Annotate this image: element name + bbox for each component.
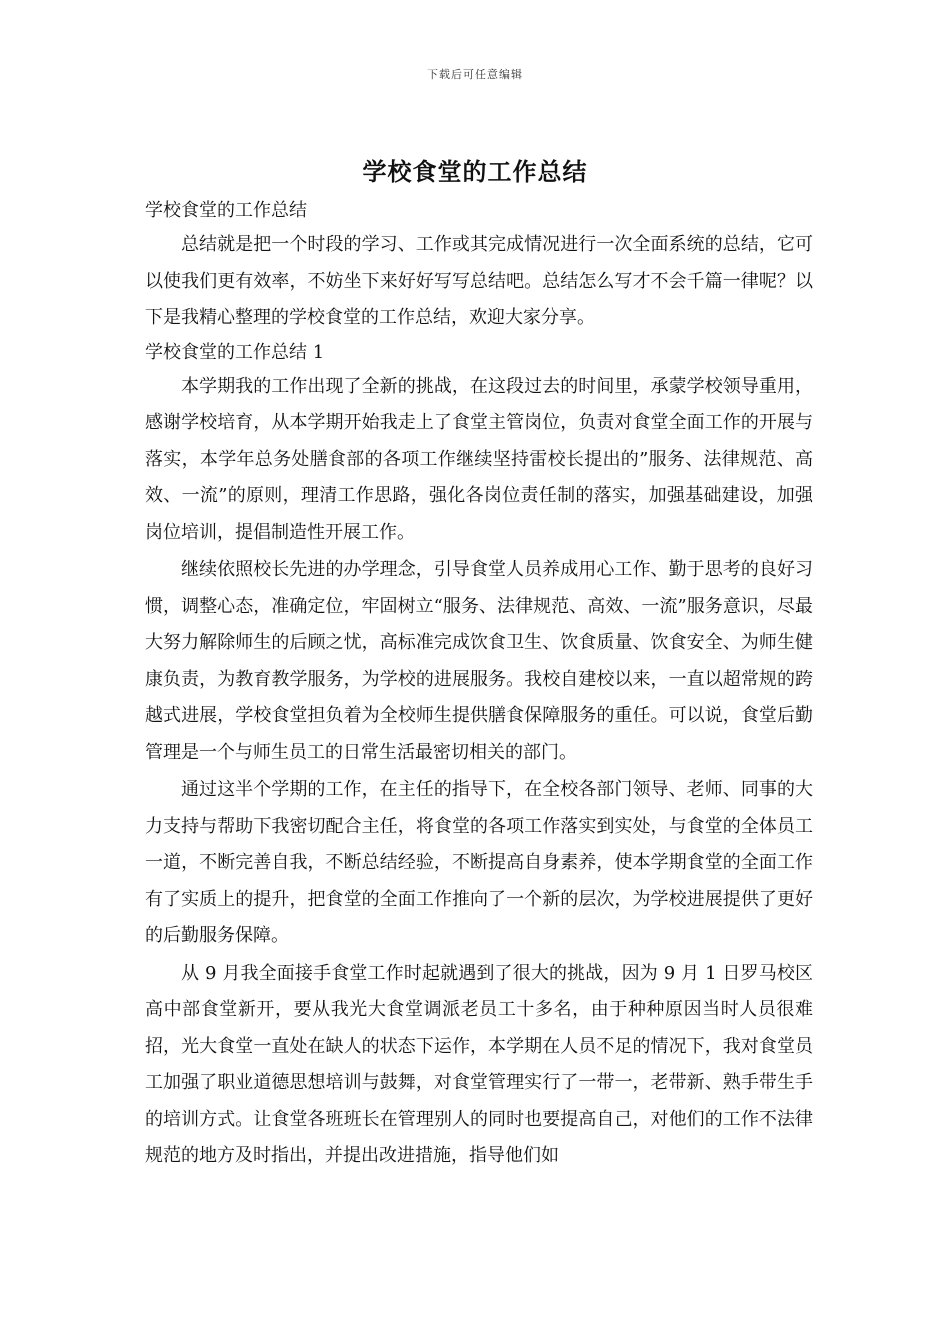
section-heading: 学校食堂的工作总结 1 [145,341,325,363]
intro-paragraph: 总结就是把一个时段的学习、工作或其完成情况进行一次全面系统的总结，它可以使我们更有效率，不妨坐下来好好写写总结吧。总结怎么写才不会千篇一律呢？以下是我精心整理的学校食堂的工作总结，欢迎大家分享。 [145,234,813,328]
body-paragraph-2: 继续依照校长先进的办学理念，引导食堂人员养成用心工作、勤于思考的良好习惯，调整心态，准确定位，牢固树立“服务、法律规范、高效、一流”服务意识，尽最大努力解除师生的后顾之忧，高标准完成饮食卫生、饮食质量、饮食安全、为师生健康负责，为教育教学服务，为学校的进展服务。我校自建校以来，一直以超常规的跨越式进展，学校食堂担负着为全校师生提供膳食保障服务的重任。可以说，食堂后勤管理是一个与师生员工的日常生活最密切相关的部门。 [145,559,813,763]
body-paragraph-1: 本学期我的工作出现了全新的挑战，在这段过去的时间里，承蒙学校领导重用，感谢学校培育，从本学期开始我走上了食堂主管岗位，负责对食堂全面工作的开展与落实，本学年总务处膳食部的各项工作继续坚持雷校长提出的”服务、法律规范、高效、一流”的原则，理清工作思路，强化各岗位责任制的落实，加强基础建设，加强岗位培训，提倡制造性开展工作。 [145,375,813,543]
document-title: 学校食堂的工作总结 [362,157,588,186]
document-subtitle: 学校食堂的工作总结 [145,200,307,221]
document-body [145,196,813,1176]
header-note: 下载后可任意编辑 [427,68,523,81]
body-paragraph-4: 从 9 月我全面接手食堂工作时起就遇到了很大的挑战，因为 9 月 1 日罗马校区高中部食堂新开，要从我光大食堂调派老员工十多名，由于种种原因当时人员很难招，光大食堂一直处在缺人的状态下运作，本学期在人员不足的情况下，我对食堂员工加强了职业道德思想培训与鼓舞，对食堂管理实行了一带一，老带新、熟手带生手的培训方式。让食堂各班班长在管理别人的同时也要提高自己，对他们的工作不法律规范的地方及时指出，并提出改进措施，指导他们如 [145,962,813,1166]
body-paragraph-3: 通过这半个学期的工作，在主任的指导下，在全校各部门领导、老师、同事的大力支持与帮助下我密切配合主任，将食堂的各项工作落实到实处，与食堂的全体员工一道，不断完善自我，不断总结经验，不断提高自身素养，使本学期食堂的全面工作有了实质上的提升，把食堂的全面工作推向了一个新的层次，为学校进展提供了更好的后勤服务保障。 [145,779,813,946]
